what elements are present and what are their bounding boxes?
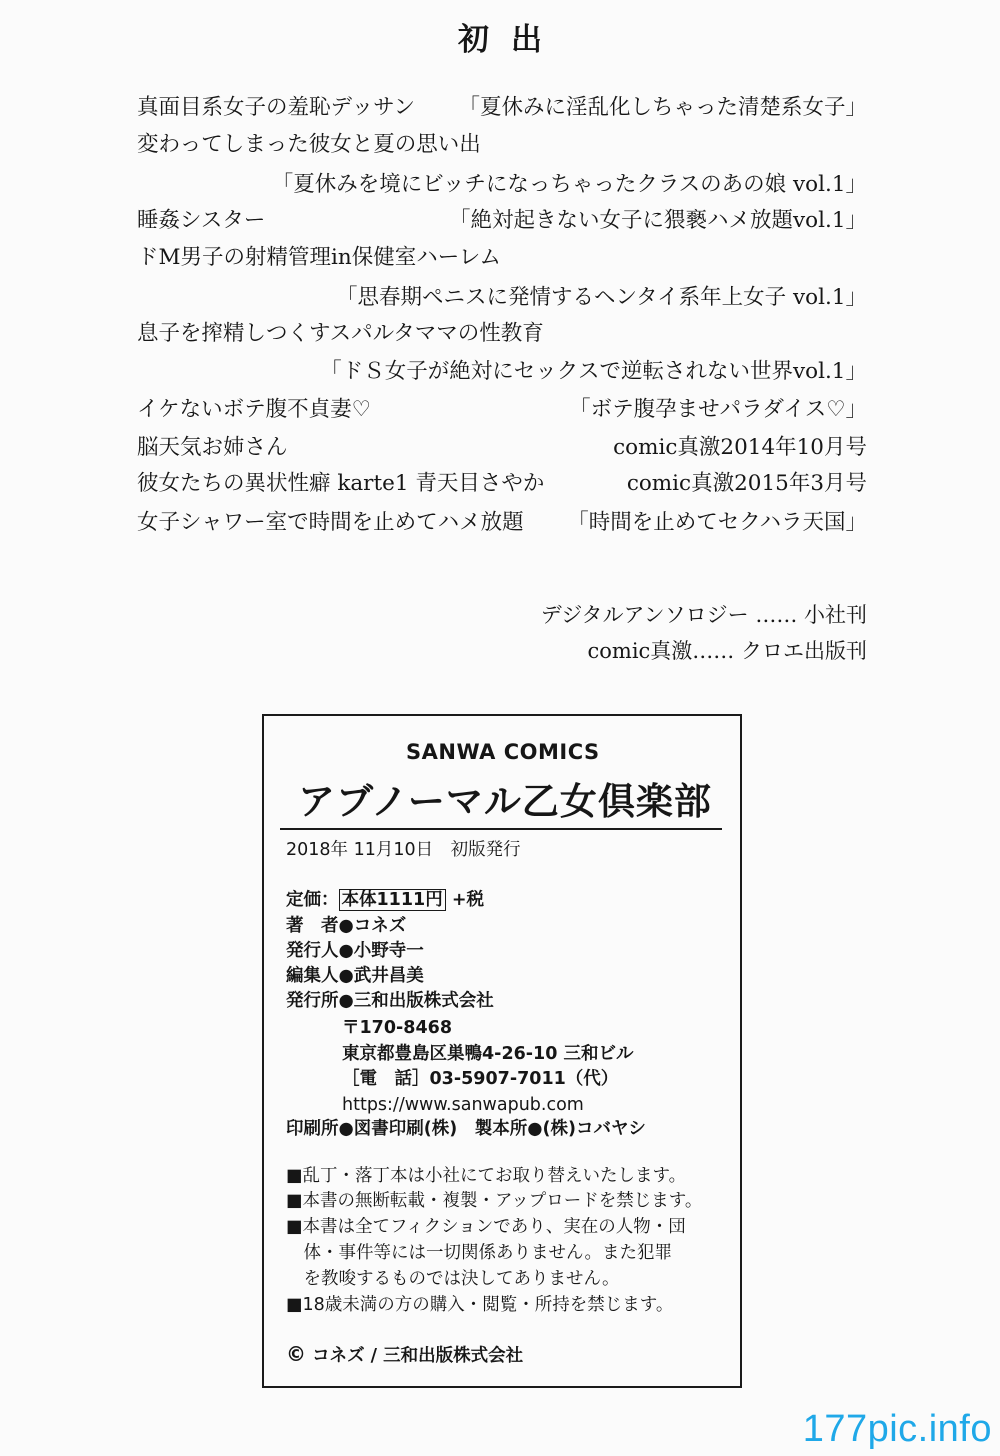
copyright-line (286, 1342, 523, 1368)
notice-line: ■乱丁・落丁本は小社にてお取り替えいたします。 (286, 1166, 687, 1186)
website-url: https://www.sanwapub.com (342, 1095, 584, 1115)
imprint-label: SANWA COMICS (406, 740, 600, 764)
phone: ［電 話］03-5907-7011（代） (342, 1069, 619, 1089)
price-value: 本体1111円 (339, 889, 446, 911)
book-title: アブノーマル乙女倶楽部 (298, 779, 712, 823)
notice-line: ■本書は全てフィクションであり、実在の人物・団 (286, 1217, 686, 1237)
notice-line: ■本書の無断転載・複製・アップロードを禁じます。 (286, 1191, 703, 1211)
list-item: 変わってしまった彼女と夏の思い出 (137, 132, 481, 157)
copyright-icon: © (286, 1342, 306, 1366)
list-item: 真面目系女子の羞恥デッサン 「夏休みに淫乱化しちゃった清楚系女子」 (137, 95, 867, 120)
list-item: 息子を搾精しつくすスパルタママの性教育 (137, 321, 544, 346)
publish-date: 2018年 11月10日 初版発行 (286, 840, 521, 860)
notice-line: を教唆するものでは決してありません。 (286, 1269, 620, 1289)
price-label: 定価： (286, 890, 339, 910)
postal-code: 〒170-8468 (342, 1018, 452, 1038)
editor-line: 編集人●武井昌美 (286, 966, 424, 986)
address: 東京都豊島区巣鴨4-26-10 三和ビル (342, 1044, 634, 1064)
price-tax: +税 (451, 890, 484, 910)
title-divider (280, 828, 722, 830)
site-watermark: 177pic.info (802, 1408, 992, 1450)
issuer-line: 発行人●小野寺一 (286, 941, 424, 961)
list-item: ドM男子の射精管理in保健室ハーレム (137, 245, 501, 270)
list-item: 「思春期ペニスに発情するヘンタイ系年上女子 vol.1」 (335, 285, 867, 310)
notice-line: ■18歳未満の方の購入・閲覧・所持を禁じます。 (286, 1295, 674, 1315)
price-line (286, 888, 484, 912)
list-item: 睡姦シスター 「絶対起きない女子に猥褻ハメ放題vol.1」 (137, 208, 867, 233)
colophon-box (262, 714, 742, 1388)
publisher-line: 発行所●三和出版株式会社 (286, 991, 494, 1011)
list-item: 女子シャワー室で時間を止めてハメ放題 「時間を止めてセクハラ天国」 (137, 510, 867, 535)
list-item: イケないボテ腹不貞妻♡ 「ボテ腹孕ませパラダイス♡」 (137, 397, 867, 422)
page-title: 初出 (458, 22, 564, 58)
list-item: 「ドＳ女子が絶対にセックスで逆転されない世界vol.1」 (320, 359, 867, 384)
list-item: 脳天気お姉さん comic真激2014年10月号 (137, 435, 867, 460)
notice-line: 体・事件等には一切関係ありません。また犯罪 (286, 1243, 673, 1263)
list-item: 彼女たちの異状性癖 karte1 青天目さやか comic真激2015年3月号 (137, 471, 867, 496)
author-line: 著 者●コネズ (286, 916, 407, 936)
publisher-note: デジタルアンソロジー …… 小社刊 (540, 603, 867, 627)
printer-line: 印刷所●図書印刷(株) 製本所●(株)コバヤシ (286, 1119, 646, 1139)
publisher-note: comic真激…… クロエ出版刊 (587, 639, 867, 663)
copyright-text: コネズ / 三和出版株式会社 (312, 1346, 524, 1366)
list-item: 「夏休みを境にビッチになっちゃったクラスのあの娘 vol.1」 (271, 172, 867, 197)
